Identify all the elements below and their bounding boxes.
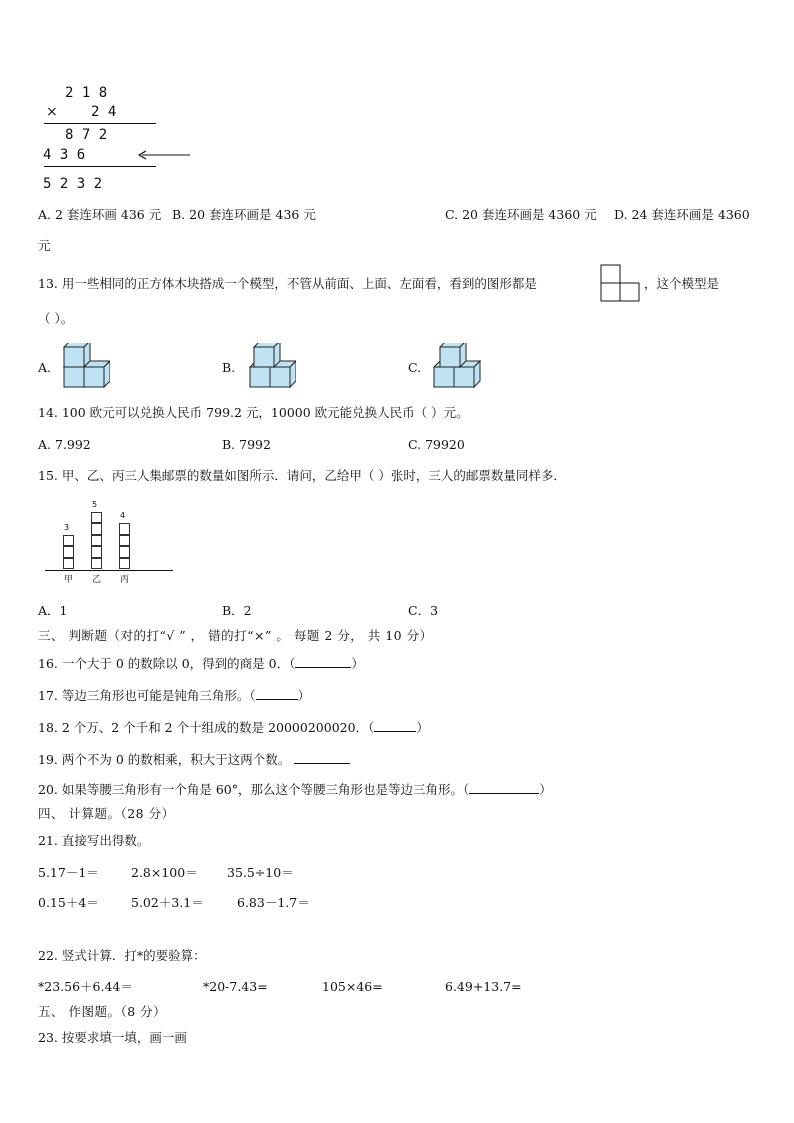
stamp-bar-cell (91, 523, 102, 535)
q22-stem: 22. 竖式计算．打*的要验算： (38, 948, 206, 963)
stamp-bar-value: 5 (92, 499, 98, 509)
mult-line-1 (44, 123, 156, 124)
q15-option-b[interactable]: B．2 (222, 603, 252, 618)
stamp-bar-cell (91, 558, 102, 570)
stamp-bar-cell (91, 546, 102, 558)
cube-model-a-icon (62, 343, 110, 389)
q15-option-a[interactable]: A．1 (38, 603, 68, 618)
q21-item-5: 5.02＋3.1＝ (131, 895, 204, 910)
section-5-title: 五、 作图题。（8 分） (38, 1004, 167, 1019)
q14-stem: 14. 100 欧元可以兑换人民币 799.2 元，10000 欧元能兑换人民币（ ）元。 (38, 405, 469, 420)
q13-paren: （ ）。 (38, 311, 74, 326)
q21-item-3: 35.5÷10＝ (227, 865, 294, 880)
cube-model-b-icon (248, 343, 296, 389)
times-sign: × (46, 104, 58, 120)
q19-text: 19. 两个不为 0 的数相乘，积大于这两个数。 (38, 752, 350, 767)
mult-row-4: 4 3 6 (43, 147, 86, 163)
q12-option-a[interactable]: A. 2 套连环画 436 元 (38, 207, 162, 222)
q23-text: 23. 按要求填一填，画一画 (38, 1030, 187, 1045)
q14-option-b[interactable]: B. 7992 (222, 437, 271, 452)
three-square-view-icon (600, 264, 642, 304)
mult-line-2 (44, 166, 156, 167)
q18-answer-blank[interactable] (374, 720, 416, 732)
q17-answer-blank[interactable] (256, 688, 298, 700)
q22-item-3: 105×46= (322, 979, 383, 994)
q21-item-6: 6.83－1.7＝ (237, 895, 310, 910)
mult-row-3: 8 7 2 (65, 127, 108, 143)
stamp-bar-cell (119, 535, 130, 547)
stamp-bar-cell (91, 512, 102, 524)
q13-option-c[interactable]: C. (408, 360, 422, 375)
mult-row-1: 2 1 8 (65, 85, 108, 101)
q14-option-a[interactable]: A. 7.992 (38, 437, 91, 452)
q16-answer-blank[interactable] (295, 656, 351, 668)
q21-item-2: 2.8×100＝ (131, 865, 198, 880)
stamp-bar-cell (119, 558, 130, 570)
q12-option-c[interactable]: C. 20 套连环画是 4360 元 (445, 207, 597, 222)
q13-stem-tail: ，这个模型是 (644, 276, 720, 291)
section-3-title: 三、 判断题（对的打“√ ” ， 错的打“×” 。 每题 2 分， 共 10 分） (38, 628, 433, 643)
q15-stem: 15. 甲、乙、丙三人集邮票的数量如图所示．请问，乙给甲（ ）张时，三人的邮票数量同样多． (38, 468, 566, 483)
q12-option-d-cont: 元 (38, 238, 51, 253)
stamp-bar-cell (63, 535, 74, 547)
q19-answer-blank[interactable] (294, 752, 350, 764)
stamp-bar-cell (119, 523, 130, 535)
q18-text: 18. 2 个万、2 个千和 2 个十组成的数是 20000200020．（ ） (38, 720, 429, 735)
stamp-bar-cell (63, 546, 74, 558)
q20-answer-blank[interactable] (469, 782, 539, 794)
stamp-bar-value: 4 (120, 511, 126, 520)
q12-option-b[interactable]: B. 20 套连环画是 436 元 (172, 207, 316, 222)
q21-item-1: 5.17－1＝ (38, 865, 99, 880)
stamp-bar-cell (119, 546, 130, 558)
stamp-bar-label: 甲 (64, 575, 74, 585)
mult-row-5: 5 2 3 2 (43, 176, 103, 192)
q17-text: 17. 等边三角形也可能是钝角三角形。（ ） (38, 688, 311, 703)
stamp-bar-label: 丙 (120, 575, 130, 585)
stamp-bar-label: 乙 (92, 575, 102, 585)
mult-row-2: 2 4 (91, 104, 117, 120)
q21-item-4: 0.15＋4＝ (38, 895, 99, 910)
q13-stem: 13. 用一些相同的正方体木块搭成一个模型，不管从前面、上面、左面看，看到的图形都是 (38, 276, 537, 291)
q16-text: 16. 一个大于 0 的数除以 0，得到的商是 0．（ ） (38, 656, 364, 671)
q14-option-c[interactable]: C. 79920 (408, 437, 465, 452)
q12-option-d[interactable]: D. 24 套连环画是 4360 (614, 207, 750, 222)
q15-option-c[interactable]: C．3 (408, 603, 439, 618)
section-4-title: 四、 计算题。（28 分） (38, 806, 175, 821)
q22-item-1: *23.56＋6.44＝ (38, 979, 133, 994)
q22-item-4: 6.49+13.7= (445, 979, 522, 994)
stamp-bar-value: 3 (64, 522, 70, 532)
arrow-left-icon (136, 148, 192, 162)
stamp-bar-cell (63, 558, 74, 570)
q22-item-2: *20-7.43= (203, 979, 268, 994)
q13-option-b[interactable]: B. (222, 360, 236, 375)
q21-stem: 21. 直接写出得数。 (38, 833, 150, 848)
cube-model-c-icon (432, 343, 488, 389)
q13-option-a[interactable]: A. (38, 360, 52, 375)
q20-text: 20. 如果等腰三角形有一个角是 60°，那么这个等腰三角形也是等边三角形。（ ） (38, 782, 552, 797)
chart-baseline (45, 570, 173, 571)
stamp-bar-cell (91, 535, 102, 547)
